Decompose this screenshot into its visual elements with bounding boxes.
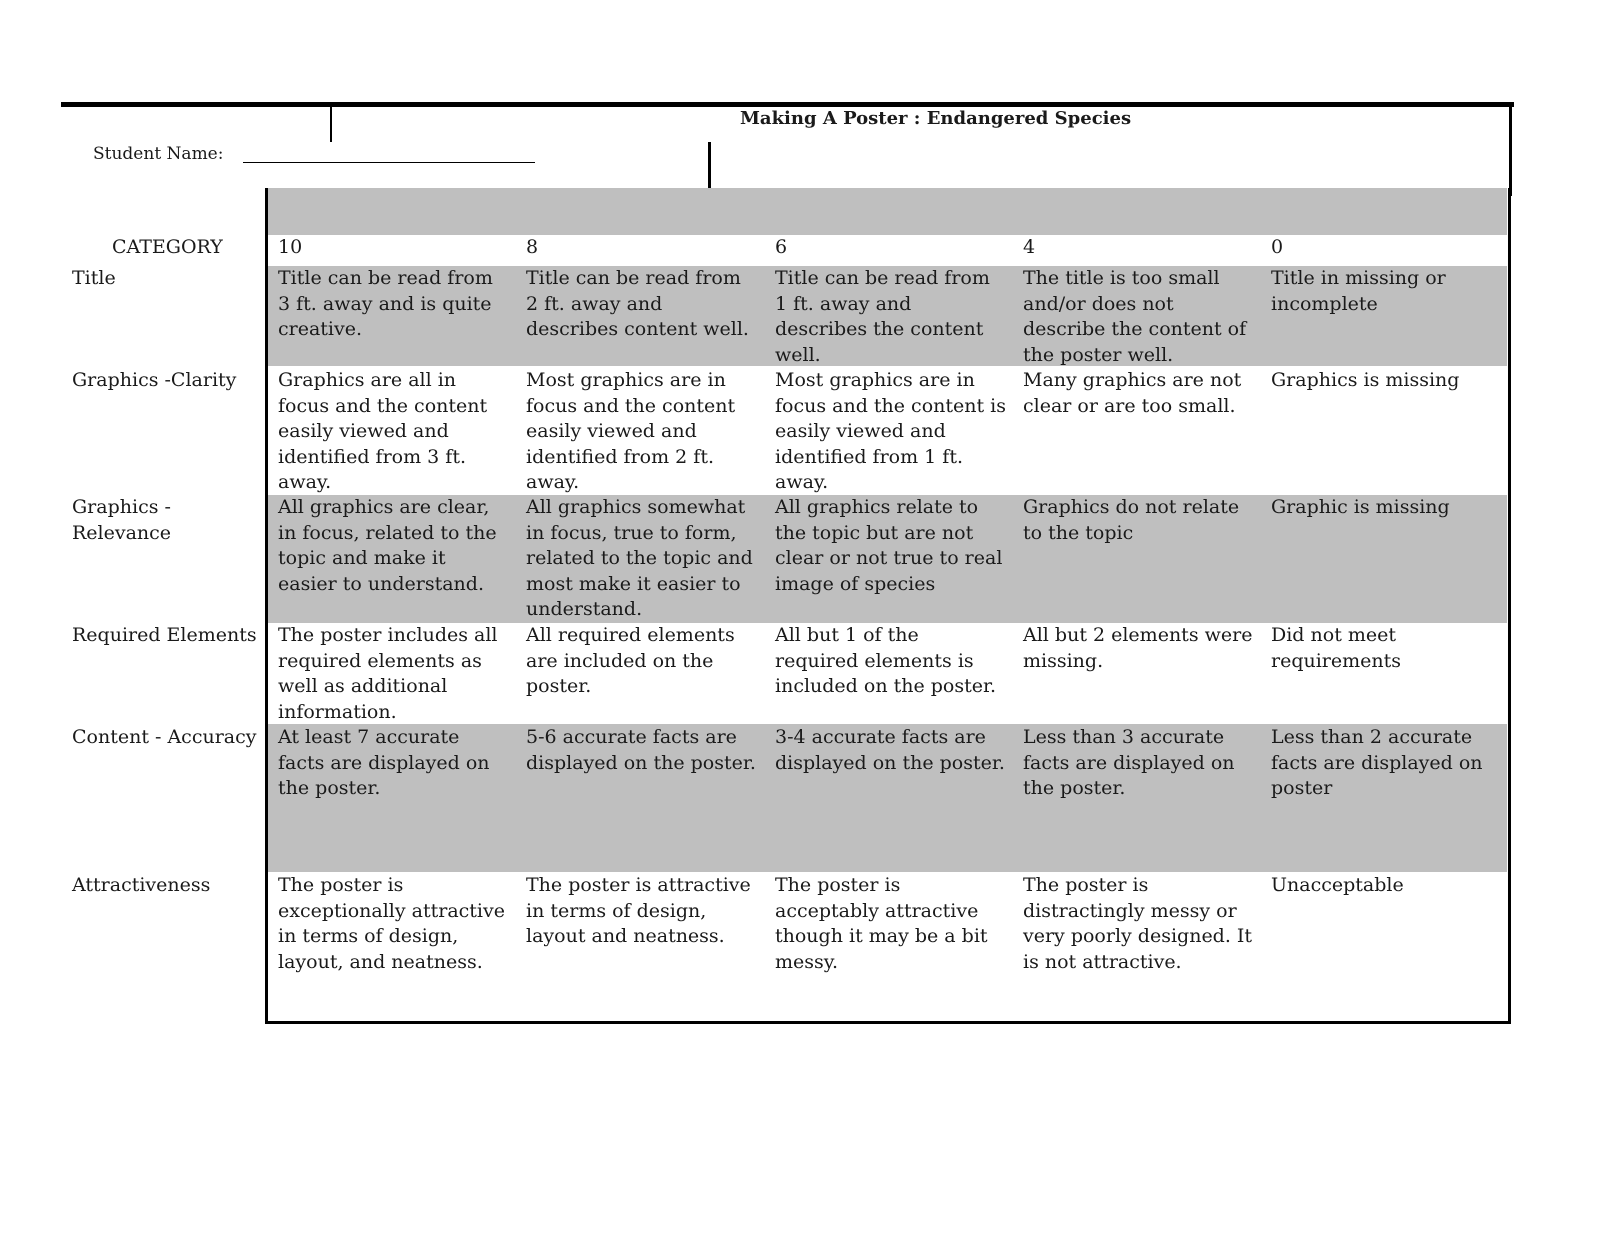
criteria-cell: Title can be read from 2 ft. away and describes content well.	[526, 267, 749, 340]
criteria-cell: The title is too small and/or does not describe the content of the poster well.	[1023, 267, 1247, 366]
category-label: Content - Accuracy	[72, 726, 257, 748]
criteria-cell: 5-6 accurate facts are displayed on the poster.	[526, 726, 756, 774]
criteria-cell: Most graphics are in focus and the content easily viewed and identified from 2 ft. away.	[526, 369, 736, 493]
criteria-cell: The poster is acceptably attractive though it may be a bit messy.	[775, 874, 988, 973]
criteria-cell: Title in missing or incomplete	[1271, 267, 1446, 315]
score-header: 0	[1271, 236, 1284, 258]
page-title: Making A Poster : Endangered Species	[740, 108, 1132, 129]
criteria-cell: All graphics somewhat in focus, true to form, related to the topic and most make it easier to understand.	[526, 496, 753, 620]
criteria-cell: All graphics are clear, in focus, related to the topic and make it easier to understand.	[278, 496, 497, 595]
criteria-cell: All graphics relate to the topic but are not clear or not true to real image of species	[775, 496, 1003, 595]
criteria-cell: The poster includes all required elements as well as additional information.	[278, 624, 498, 723]
category-label: Graphics - Relevance	[72, 496, 172, 544]
category-label: Graphics -Clarity	[72, 369, 237, 391]
criteria-cell: Did not meet requirements	[1271, 624, 1402, 672]
criteria-cell: Title can be read from 1 ft. away and describes the content well.	[775, 267, 990, 366]
criteria-cell: Graphics are all in focus and the content easily viewed and identified from 3 ft. away.	[278, 369, 488, 493]
criteria-cell: Graphics do not relate to the topic	[1023, 496, 1240, 544]
criteria-cell: Graphic is missing	[1271, 496, 1450, 518]
header-divider	[330, 106, 332, 142]
criteria-cell: Less than 3 accurate facts are displayed on the poster.	[1023, 726, 1235, 799]
criteria-cell: At least 7 accurate facts are displayed on the poster.	[278, 726, 490, 799]
right-border	[1509, 104, 1512, 196]
criteria-cell: Many graphics are not clear or are too small.	[1023, 369, 1242, 417]
criteria-cell: All but 1 of the required elements is included on the poster.	[775, 624, 997, 697]
criteria-cell: Graphics is missing	[1271, 369, 1460, 391]
criteria-cell: 3-4 accurate facts are displayed on the poster.	[775, 726, 1005, 774]
criteria-cell: The poster is exceptionally attractive in terms of design, layout, and neatness.	[278, 874, 505, 973]
criteria-cell: All required elements are included on the poster.	[526, 624, 735, 697]
criteria-cell: The poster is attractive in terms of design, layout and neatness.	[526, 874, 751, 947]
category-label: Title	[72, 267, 116, 289]
student-name-label: Student Name:	[93, 144, 224, 164]
criteria-cell: All but 2 elements were missing.	[1023, 624, 1253, 672]
criteria-cell: Unacceptable	[1271, 874, 1404, 896]
top-rule	[61, 102, 1514, 107]
category-header: CATEGORY	[112, 236, 223, 258]
category-label: Attractiveness	[72, 874, 211, 896]
criteria-cell: Title can be read from 3 ft. away and is quite creative.	[278, 267, 493, 340]
header-divider	[708, 142, 711, 188]
score-header: 10	[278, 236, 303, 258]
criteria-cell: The poster is distractingly messy or very poorly designed. It is not attractive.	[1023, 874, 1253, 973]
category-label: Required Elements	[72, 624, 257, 646]
score-header: 4	[1023, 236, 1036, 258]
criteria-cell: Less than 2 accurate facts are displayed on poster	[1271, 726, 1483, 799]
criteria-cell: Most graphics are in focus and the content is easily viewed and identified from 1 ft. away.	[775, 369, 1006, 493]
score-header: 6	[775, 236, 788, 258]
student-name-field[interactable]	[243, 162, 535, 163]
score-header: 8	[526, 236, 539, 258]
